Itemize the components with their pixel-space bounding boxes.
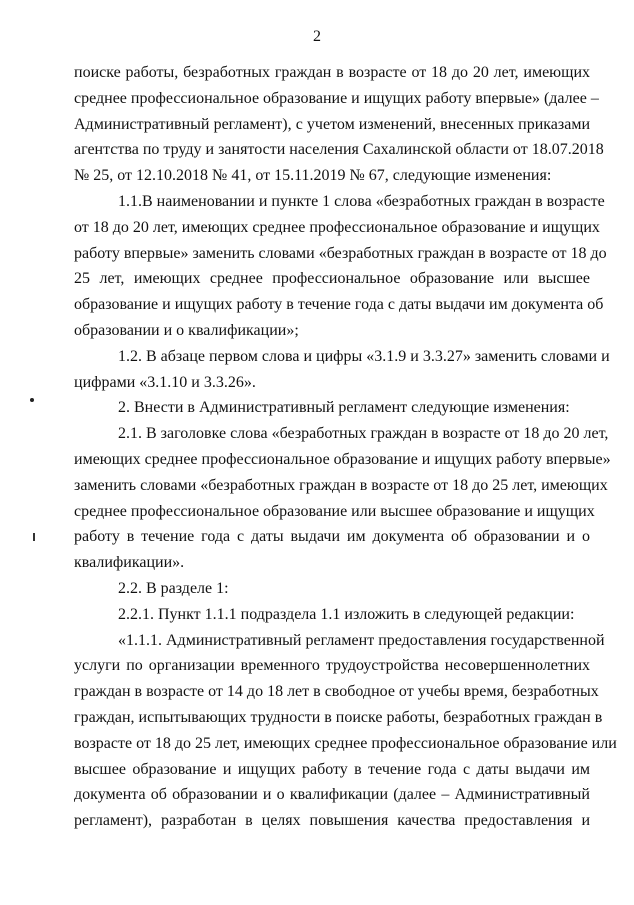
text-line: образование и ищущих работу в течение года с даты выдачи им документа об xyxy=(74,296,604,314)
text-line: «1.1.1. Административный регламент предоставления государственной xyxy=(118,631,605,649)
text-line: № 25, от 12.10.2018 № 41, от 15.11.2019 № 67, следующие изменения: xyxy=(74,167,552,185)
text-line: 2.1. В заголовке слова «безработных граждан в возрасте от 18 до 20 лет, xyxy=(118,425,609,443)
text-line: имеющих среднее профессиональное образование и ищущих работу впервые» xyxy=(74,450,611,468)
text-line: возрасте от 18 до 25 лет, имеющих среднее профессиональное образование или xyxy=(74,734,617,752)
text-line: 25 лет, имеющих среднее профессиональное образование или высшее xyxy=(74,270,590,288)
text-line: регламент), разработан в целях повышения качества предоставления и xyxy=(74,812,590,830)
text-line: заменить словами «безработных граждан в возрасте от 18 до 25 лет, имеющих xyxy=(74,476,608,494)
text-line: Административный регламент), с учетом изменений, внесенных приказами xyxy=(74,115,590,133)
document-body xyxy=(74,60,617,834)
text-line: образовании и о квалификации»; xyxy=(74,321,299,339)
text-line: от 18 до 20 лет, имеющих среднее профессиональное образование и ищущих xyxy=(74,218,600,236)
text-line: высшее образование и ищущих работу в течение года с даты выдачи им xyxy=(74,760,590,778)
text-line: поиске работы, безработных граждан в возрасте от 18 до 20 лет, имеющих xyxy=(74,64,590,81)
text-line: агентства по труду и занятости населения Сахалинской области от 18.07.2018 xyxy=(74,141,604,159)
margin-dot-mark xyxy=(30,398,34,402)
text-line: 1.2. В абзаце первом слова и цифры «3.1.9 и 3.3.27» заменить словами и xyxy=(118,347,610,365)
text-line: квалификации». xyxy=(74,554,185,572)
text-line: работу впервые» заменить словами «безработных граждан в возрасте от 18 до xyxy=(74,244,607,262)
text-line: 2.2.1. Пункт 1.1.1 подраздела 1.1 изложить в следующей редакции: xyxy=(118,605,575,623)
text-line: услуги по организации временного трудоустройства несовершеннолетних xyxy=(74,657,590,675)
text-line: 2.2. В разделе 1: xyxy=(118,579,229,597)
page-number: 2 xyxy=(313,28,321,45)
text-line: документа об образовании и о квалификации (далее – Административный xyxy=(74,786,590,804)
text-line: 2. Внести в Административный регламент следующие изменения: xyxy=(118,399,570,417)
text-line: работу в течение года с даты выдачи им документа об образовании и о xyxy=(74,528,590,546)
text-line: граждан, испытывающих трудности в поиске работы, безработных граждан в xyxy=(74,708,603,726)
margin-tick-mark xyxy=(33,533,35,541)
text-line: цифрами «3.1.10 и 3.3.26». xyxy=(74,373,256,391)
text-line: граждан в возрасте от 14 до 18 лет в свободное от учебы время, безработных xyxy=(74,683,599,701)
text-line: среднее профессиональное образование или высшее образование и ищущих xyxy=(74,502,595,520)
text-line: 1.1.В наименовании и пункте 1 слова «безработных граждан в возрасте xyxy=(118,192,605,210)
text-line: среднее профессиональное образование и ищущих работу впервые» (далее – xyxy=(74,89,599,107)
